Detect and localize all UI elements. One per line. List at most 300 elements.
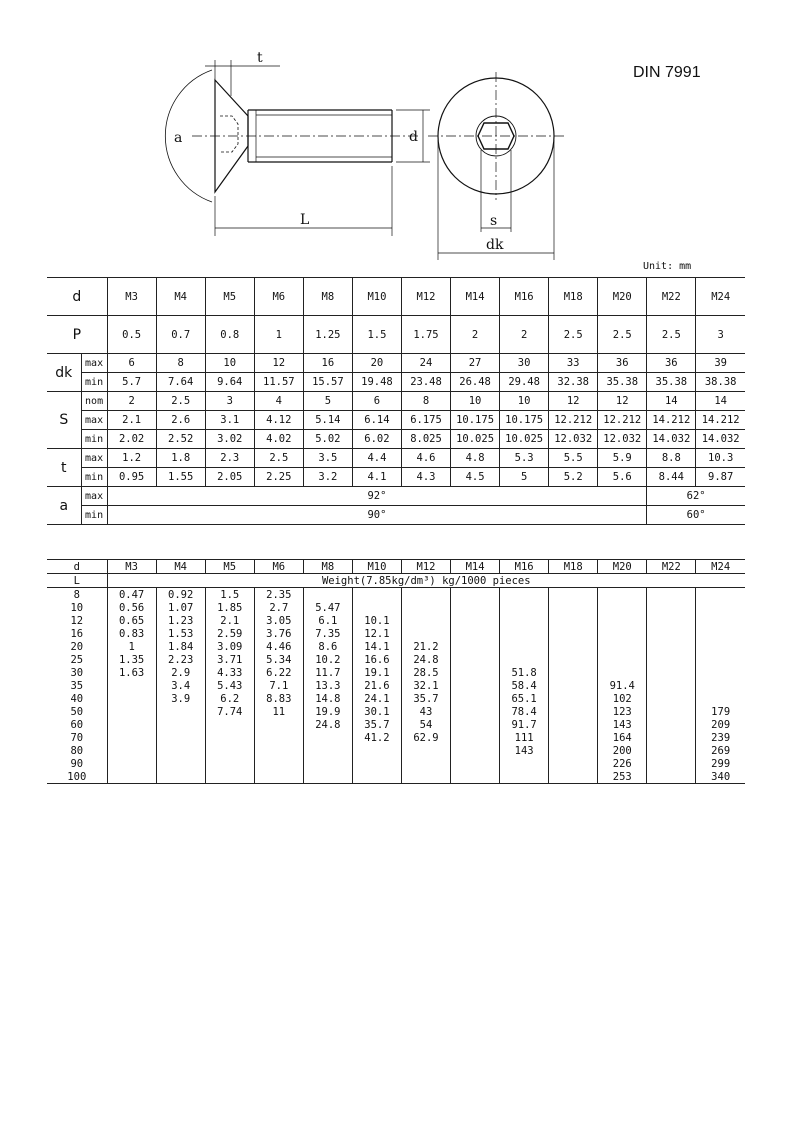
S-min-value: 2.52 xyxy=(156,430,205,449)
weight-value: 78.4 xyxy=(500,705,549,718)
weight-value xyxy=(451,588,500,602)
S-min-value: 5.02 xyxy=(303,430,352,449)
min-label: min xyxy=(81,373,107,392)
weight-value: 164 xyxy=(598,731,647,744)
weight-value: 5.34 xyxy=(254,653,303,666)
weight-value: 21.6 xyxy=(352,679,401,692)
weight-value: 43 xyxy=(401,705,450,718)
dk-max-value: 6 xyxy=(107,354,156,373)
S-max-value: 12.212 xyxy=(598,411,647,430)
weight-value: 1.23 xyxy=(156,614,205,627)
weight-value: 0.65 xyxy=(107,614,156,627)
weight-value xyxy=(107,731,156,744)
size-row xyxy=(47,278,745,316)
dk-min-value: 26.48 xyxy=(451,373,500,392)
weight-value: 1.84 xyxy=(156,640,205,653)
S-max-value: 2.1 xyxy=(107,411,156,430)
weight-value: 0.47 xyxy=(107,588,156,602)
a-min-large: 60° xyxy=(647,506,745,525)
dk-max-value: 36 xyxy=(598,354,647,373)
weight-value xyxy=(549,731,598,744)
weight-value: 0.92 xyxy=(156,588,205,602)
weight-value xyxy=(549,614,598,627)
d-header: d xyxy=(47,560,107,574)
S-nom-value: 4 xyxy=(254,392,303,411)
weight-value xyxy=(598,601,647,614)
weight-row xyxy=(47,640,745,653)
weight-value xyxy=(500,627,549,640)
weight-value xyxy=(254,718,303,731)
weight-value: 3.09 xyxy=(205,640,254,653)
weight-value xyxy=(696,627,745,640)
weight-value xyxy=(401,588,450,602)
S-max-row xyxy=(47,411,745,430)
t-min-row xyxy=(47,468,745,487)
weight-value: 11.7 xyxy=(303,666,352,679)
label-L: L xyxy=(300,212,310,228)
weight-value xyxy=(598,614,647,627)
weight-value: 24.8 xyxy=(401,653,450,666)
S-min-value: 4.02 xyxy=(254,430,303,449)
size-header: M4 xyxy=(156,560,205,574)
weight-value xyxy=(401,744,450,757)
S-nom-value: 6 xyxy=(352,392,401,411)
a-min-row xyxy=(47,506,745,525)
weight-value xyxy=(549,601,598,614)
weight-value xyxy=(696,653,745,666)
weight-value xyxy=(598,627,647,640)
weight-value xyxy=(647,666,696,679)
size-header: M24 xyxy=(696,560,745,574)
weight-value: 269 xyxy=(696,744,745,757)
S-nom-value: 3 xyxy=(205,392,254,411)
size-header: M10 xyxy=(352,560,401,574)
min-label: min xyxy=(81,468,107,487)
weight-row xyxy=(47,588,745,602)
weight-value: 28.5 xyxy=(401,666,450,679)
weight-value xyxy=(647,692,696,705)
S-nom-value: 14 xyxy=(696,392,745,411)
S-min-value: 3.02 xyxy=(205,430,254,449)
t-max-value: 4.6 xyxy=(401,449,450,468)
weight-value xyxy=(647,757,696,770)
weight-value xyxy=(647,679,696,692)
length-value: 12 xyxy=(47,614,107,627)
weight-value: 209 xyxy=(696,718,745,731)
weight-value xyxy=(696,679,745,692)
S-min-value: 14.032 xyxy=(696,430,745,449)
S-nom-value: 8 xyxy=(401,392,450,411)
weight-value: 102 xyxy=(598,692,647,705)
pitch-value: 2 xyxy=(451,316,500,354)
weight-row xyxy=(47,653,745,666)
weight-row xyxy=(47,770,745,784)
max-label: max xyxy=(81,449,107,468)
weight-value xyxy=(647,705,696,718)
label-dk: dk xyxy=(486,237,504,253)
weight-value xyxy=(647,614,696,627)
standard-title: DIN 7991 xyxy=(633,64,701,81)
weight-value xyxy=(549,757,598,770)
size-header: M8 xyxy=(303,278,352,316)
pitch-value: 0.7 xyxy=(156,316,205,354)
weight-value: 8.83 xyxy=(254,692,303,705)
weight-value xyxy=(352,770,401,784)
label-d: d xyxy=(409,129,418,145)
S-nom-value: 14 xyxy=(647,392,696,411)
length-value: 90 xyxy=(47,757,107,770)
weight-value: 1.5 xyxy=(205,588,254,602)
weight-value: 226 xyxy=(598,757,647,770)
weight-value: 0.83 xyxy=(107,627,156,640)
t-header: t xyxy=(47,449,81,487)
weight-value xyxy=(451,744,500,757)
weight-value xyxy=(598,588,647,602)
weight-value: 1.07 xyxy=(156,601,205,614)
a-max-row xyxy=(47,487,745,506)
weight-value xyxy=(205,731,254,744)
weight-value xyxy=(696,692,745,705)
weight-value xyxy=(451,614,500,627)
weight-value: 91.4 xyxy=(598,679,647,692)
dk-min-value: 35.38 xyxy=(598,373,647,392)
weight-value: 299 xyxy=(696,757,745,770)
weight-value: 35.7 xyxy=(352,718,401,731)
weight-value xyxy=(205,718,254,731)
weight-value xyxy=(549,718,598,731)
label-a: a xyxy=(174,130,183,146)
size-header: M14 xyxy=(451,278,500,316)
weight-value xyxy=(401,757,450,770)
t-min-value: 0.95 xyxy=(107,468,156,487)
pitch-value: 2.5 xyxy=(647,316,696,354)
weight-value xyxy=(647,731,696,744)
weight-value: 143 xyxy=(598,718,647,731)
weight-value xyxy=(549,640,598,653)
weight-value: 2.23 xyxy=(156,653,205,666)
weight-value xyxy=(549,692,598,705)
nom-label: nom xyxy=(81,392,107,411)
weight-row xyxy=(47,731,745,744)
size-header: M6 xyxy=(254,278,303,316)
weight-table xyxy=(47,559,745,784)
weight-value: 19.1 xyxy=(352,666,401,679)
weight-value xyxy=(451,770,500,784)
weight-row xyxy=(47,744,745,757)
size-header: M14 xyxy=(451,560,500,574)
weight-caption: Weight(7.85kg/dm³) kg/1000 pieces xyxy=(107,574,745,588)
length-value: 8 xyxy=(47,588,107,602)
dk-max-row xyxy=(47,354,745,373)
weight-size-row xyxy=(47,560,745,574)
weight-value xyxy=(549,588,598,602)
length-value: 20 xyxy=(47,640,107,653)
size-header: M16 xyxy=(500,278,549,316)
t-min-value: 5 xyxy=(500,468,549,487)
dk-max-value: 12 xyxy=(254,354,303,373)
weight-row xyxy=(47,692,745,705)
weight-value: 5.47 xyxy=(303,601,352,614)
weight-value: 0.56 xyxy=(107,601,156,614)
pitch-value: 0.8 xyxy=(205,316,254,354)
weight-value: 19.9 xyxy=(303,705,352,718)
size-header: M3 xyxy=(107,278,156,316)
weight-value: 1.85 xyxy=(205,601,254,614)
weight-value: 13.3 xyxy=(303,679,352,692)
t-min-value: 5.2 xyxy=(549,468,598,487)
weight-value xyxy=(500,640,549,653)
weight-value xyxy=(156,731,205,744)
weight-value xyxy=(352,744,401,757)
weight-value xyxy=(696,588,745,602)
length-value: 100 xyxy=(47,770,107,784)
length-value: 40 xyxy=(47,692,107,705)
length-value: 50 xyxy=(47,705,107,718)
size-header: M5 xyxy=(205,560,254,574)
dk-max-value: 10 xyxy=(205,354,254,373)
size-header: M8 xyxy=(303,560,352,574)
size-header: M16 xyxy=(500,560,549,574)
t-min-value: 5.6 xyxy=(598,468,647,487)
length-value: 70 xyxy=(47,731,107,744)
weight-value xyxy=(647,601,696,614)
length-value: 60 xyxy=(47,718,107,731)
weight-value: 58.4 xyxy=(500,679,549,692)
weight-value: 2.59 xyxy=(205,627,254,640)
length-value: 35 xyxy=(47,679,107,692)
weight-value xyxy=(549,770,598,784)
weight-value xyxy=(549,653,598,666)
weight-value: 1 xyxy=(107,640,156,653)
t-max-value: 5.5 xyxy=(549,449,598,468)
t-max-value: 2.3 xyxy=(205,449,254,468)
weight-value xyxy=(696,601,745,614)
S-min-value: 12.032 xyxy=(598,430,647,449)
weight-value xyxy=(549,744,598,757)
weight-value xyxy=(401,627,450,640)
weight-value xyxy=(352,757,401,770)
dk-max-value: 39 xyxy=(696,354,745,373)
weight-value: 6.1 xyxy=(303,614,352,627)
max-label: max xyxy=(81,411,107,430)
weight-caption-row xyxy=(47,574,745,588)
t-max-value: 5.3 xyxy=(500,449,549,468)
dk-max-value: 27 xyxy=(451,354,500,373)
weight-value xyxy=(352,588,401,602)
dk-min-value: 9.64 xyxy=(205,373,254,392)
weight-value: 239 xyxy=(696,731,745,744)
weight-value: 16.6 xyxy=(352,653,401,666)
S-max-value: 6.175 xyxy=(401,411,450,430)
weight-value xyxy=(303,770,352,784)
weight-value: 3.05 xyxy=(254,614,303,627)
weight-value xyxy=(401,614,450,627)
unit-label: Unit: mm xyxy=(643,261,692,272)
weight-row xyxy=(47,679,745,692)
S-min-value: 14.032 xyxy=(647,430,696,449)
weight-value xyxy=(647,627,696,640)
dk-min-value: 19.48 xyxy=(352,373,401,392)
a-max-main: 92° xyxy=(107,487,647,506)
weight-value xyxy=(598,640,647,653)
weight-row xyxy=(47,718,745,731)
dk-min-value: 38.38 xyxy=(696,373,745,392)
P-header: P xyxy=(47,316,107,354)
weight-value xyxy=(303,744,352,757)
dk-min-value: 15.57 xyxy=(303,373,352,392)
t-min-value: 1.55 xyxy=(156,468,205,487)
t-max-value: 4.8 xyxy=(451,449,500,468)
size-header: M6 xyxy=(254,560,303,574)
weight-value xyxy=(500,614,549,627)
weight-value xyxy=(451,601,500,614)
pitch-value: 0.5 xyxy=(107,316,156,354)
size-header: M18 xyxy=(549,560,598,574)
weight-value xyxy=(598,666,647,679)
max-label: max xyxy=(81,354,107,373)
weight-value xyxy=(647,718,696,731)
weight-value: 10.1 xyxy=(352,614,401,627)
weight-value xyxy=(107,757,156,770)
dk-max-value: 8 xyxy=(156,354,205,373)
weight-value xyxy=(107,744,156,757)
label-s: s xyxy=(490,213,498,229)
weight-value: 21.2 xyxy=(401,640,450,653)
S-nom-value: 10 xyxy=(451,392,500,411)
min-label: min xyxy=(81,430,107,449)
weight-value xyxy=(549,705,598,718)
label-t: t xyxy=(257,50,263,66)
weight-value xyxy=(647,588,696,602)
dk-min-row xyxy=(47,373,745,392)
S-max-value: 3.1 xyxy=(205,411,254,430)
weight-value xyxy=(156,718,205,731)
weight-value: 253 xyxy=(598,770,647,784)
weight-value xyxy=(451,640,500,653)
t-max-value: 4.4 xyxy=(352,449,401,468)
weight-value xyxy=(500,757,549,770)
weight-value: 62.9 xyxy=(401,731,450,744)
S-min-value: 10.025 xyxy=(451,430,500,449)
weight-value: 91.7 xyxy=(500,718,549,731)
dk-min-value: 29.48 xyxy=(500,373,549,392)
S-nom-value: 10 xyxy=(500,392,549,411)
weight-value xyxy=(451,692,500,705)
size-header: M20 xyxy=(598,560,647,574)
max-label: max xyxy=(81,487,107,506)
t-min-value: 8.44 xyxy=(647,468,696,487)
weight-value xyxy=(107,770,156,784)
dk-header: dk xyxy=(47,354,81,392)
weight-value xyxy=(401,601,450,614)
S-nom-value: 12 xyxy=(549,392,598,411)
weight-value: 3.4 xyxy=(156,679,205,692)
weight-value: 4.33 xyxy=(205,666,254,679)
d-header: d xyxy=(47,278,107,316)
weight-value: 1.53 xyxy=(156,627,205,640)
weight-row xyxy=(47,601,745,614)
S-max-value: 6.14 xyxy=(352,411,401,430)
S-header: S xyxy=(47,392,81,449)
S-nom-value: 12 xyxy=(598,392,647,411)
S-min-value: 10.025 xyxy=(500,430,549,449)
weight-value xyxy=(156,770,205,784)
S-nom-value: 5 xyxy=(303,392,352,411)
size-header: M4 xyxy=(156,278,205,316)
weight-row xyxy=(47,627,745,640)
t-min-value: 3.2 xyxy=(303,468,352,487)
S-nom-row xyxy=(47,392,745,411)
size-header: M3 xyxy=(107,560,156,574)
weight-value xyxy=(303,731,352,744)
S-min-row xyxy=(47,430,745,449)
weight-value: 143 xyxy=(500,744,549,757)
weight-value: 51.8 xyxy=(500,666,549,679)
weight-value xyxy=(205,770,254,784)
pitch-row xyxy=(47,316,745,354)
weight-value: 2.7 xyxy=(254,601,303,614)
pitch-value: 3 xyxy=(696,316,745,354)
S-max-value: 14.212 xyxy=(696,411,745,430)
S-max-value: 2.6 xyxy=(156,411,205,430)
size-header: M24 xyxy=(696,278,745,316)
weight-value xyxy=(451,679,500,692)
pitch-value: 2 xyxy=(500,316,549,354)
weight-value xyxy=(549,666,598,679)
length-value: 10 xyxy=(47,601,107,614)
weight-value: 340 xyxy=(696,770,745,784)
weight-value xyxy=(352,601,401,614)
pitch-value: 1.25 xyxy=(303,316,352,354)
t-min-value: 4.5 xyxy=(451,468,500,487)
weight-row xyxy=(47,666,745,679)
weight-row xyxy=(47,614,745,627)
S-max-value: 10.175 xyxy=(451,411,500,430)
weight-value: 2.1 xyxy=(205,614,254,627)
weight-value xyxy=(205,757,254,770)
weight-value xyxy=(401,770,450,784)
t-max-value: 3.5 xyxy=(303,449,352,468)
weight-value: 2.35 xyxy=(254,588,303,602)
length-value: 80 xyxy=(47,744,107,757)
weight-value xyxy=(254,757,303,770)
S-max-value: 5.14 xyxy=(303,411,352,430)
S-max-value: 14.212 xyxy=(647,411,696,430)
weight-value: 14.1 xyxy=(352,640,401,653)
t-min-value: 4.3 xyxy=(401,468,450,487)
weight-value xyxy=(303,588,352,602)
pitch-value: 1 xyxy=(254,316,303,354)
weight-value: 123 xyxy=(598,705,647,718)
a-min-main: 90° xyxy=(107,506,647,525)
size-header: M12 xyxy=(401,560,450,574)
weight-value: 2.9 xyxy=(156,666,205,679)
weight-row xyxy=(47,757,745,770)
dk-max-value: 16 xyxy=(303,354,352,373)
weight-value xyxy=(107,679,156,692)
spec-table xyxy=(47,277,745,525)
length-value: 16 xyxy=(47,627,107,640)
weight-value xyxy=(647,744,696,757)
weight-value xyxy=(598,653,647,666)
weight-value: 179 xyxy=(696,705,745,718)
t-min-value: 2.25 xyxy=(254,468,303,487)
pitch-value: 1.75 xyxy=(401,316,450,354)
pitch-value: 2.5 xyxy=(549,316,598,354)
weight-value xyxy=(549,627,598,640)
S-min-value: 2.02 xyxy=(107,430,156,449)
weight-value: 10.2 xyxy=(303,653,352,666)
